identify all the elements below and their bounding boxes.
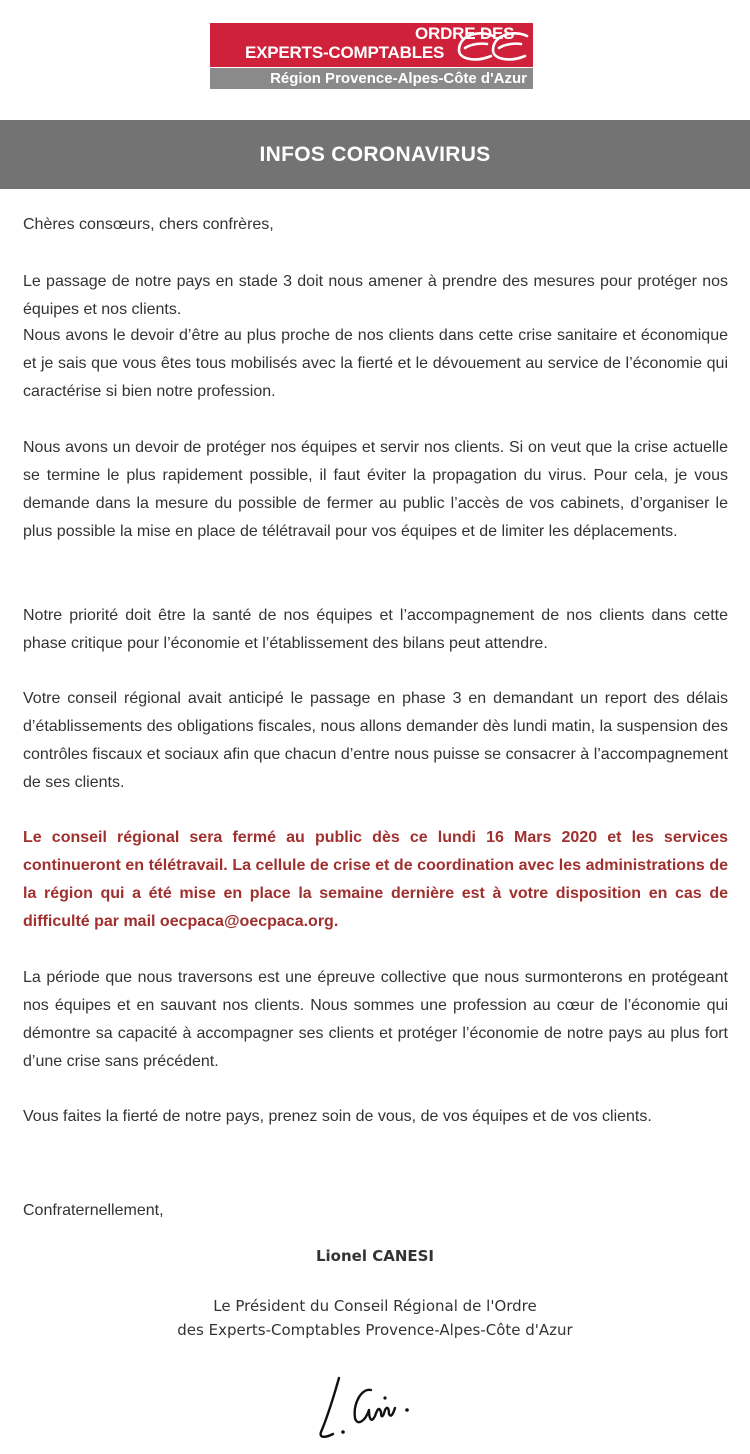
handwritten-signature [315,1370,425,1445]
paragraph-2: Nous avons un devoir de protéger nos équipes et servir nos clients. Si on veut que la crise actuelle se termine le plus rapidement possible, il faut éviter la propagation du virus. Pour cela, je vous demande dans la mesure du possible de fermer au public l’accès de vos cabinets, d’organiser le plus possible la mise en place de télétravail pour vos équipes et de limiter les déplacements. [23,439,728,540]
paragraph-7: Vous faites la fierté de notre pays, prenez soin de vous, de vos équipes et de vos clients. [23,1108,652,1125]
logo-red-block [210,23,533,67]
title-banner [0,120,750,189]
greeting: Chères consœurs, chers confrères, [23,216,274,233]
logo-line1: ORDRE DES [415,24,515,43]
paragraph-1b: Nous avons le devoir d’être au plus proche de nos clients dans cette crise sanitaire et économique et je sais que vous êtes tous mobilisés avec la fierté et le dévouement au service de l’économie qui caractérise si bien notre profession. [23,327,728,400]
banner-title: INFOS CORONAVIRUS [259,142,491,166]
signatory-title-line1: Le Président du Conseil Régional de l'Ordre [213,1297,537,1315]
paragraph-6: La période que nous traversons est une épreuve collective que nous surmonterons en protégeant nos équipes et en sauvant nos clients. Nous sommes une profession au cœur de l’économie qui démontre sa capacité à accompagner ses clients et protéger l’économie de notre pays au plus fort d’une crise sans précédent. [23,969,728,1070]
paragraph-5-highlight: Le conseil régional sera fermé au public dès ce lundi 16 Mars 2020 et les services continueront en télétravail. La cellule de crise et de coordination avec les administrations de la région qui a été mise en place la semaine dernière est à votre disposition en cas de difficulté par mail oecpaca@oecpaca.org. [23,829,728,930]
logo-region: Région Provence-Alpes-Côte d'Azur [270,70,527,87]
logo-line2: EXPERTS-COMPTABLES [245,43,445,62]
logo-ee-mark-icon [451,26,533,66]
logo-grey-block [210,68,533,89]
paragraph-3: Notre priorité doit être la santé de nos équipes et l’accompagnement de nos clients dans cette phase critique pour l’économie et l’établissement des bilans peut attendre. [23,607,728,652]
signatory-title-line2: des Experts-Comptables Provence-Alpes-Côte d'Azur [177,1321,573,1339]
oec-logo [210,23,533,89]
paragraph-1a: Le passage de notre pays en stade 3 doit nous amener à prendre des mesures pour protéger nos équipes et nos clients. [23,273,728,318]
signatory-name: Lionel CANESI [315,1247,435,1265]
closing: Confraternellement, [23,1202,164,1219]
paragraph-4: Votre conseil régional avait anticipé le passage en phase 3 en demandant un report des délais d’établissements des obligations fiscales, nous allons demander dès lundi matin, la suspension des contrôles fiscaux et sociaux afin que chacun d’entre nous puisse se consacrer à l’accompagnement de ses clients. [23,690,728,791]
